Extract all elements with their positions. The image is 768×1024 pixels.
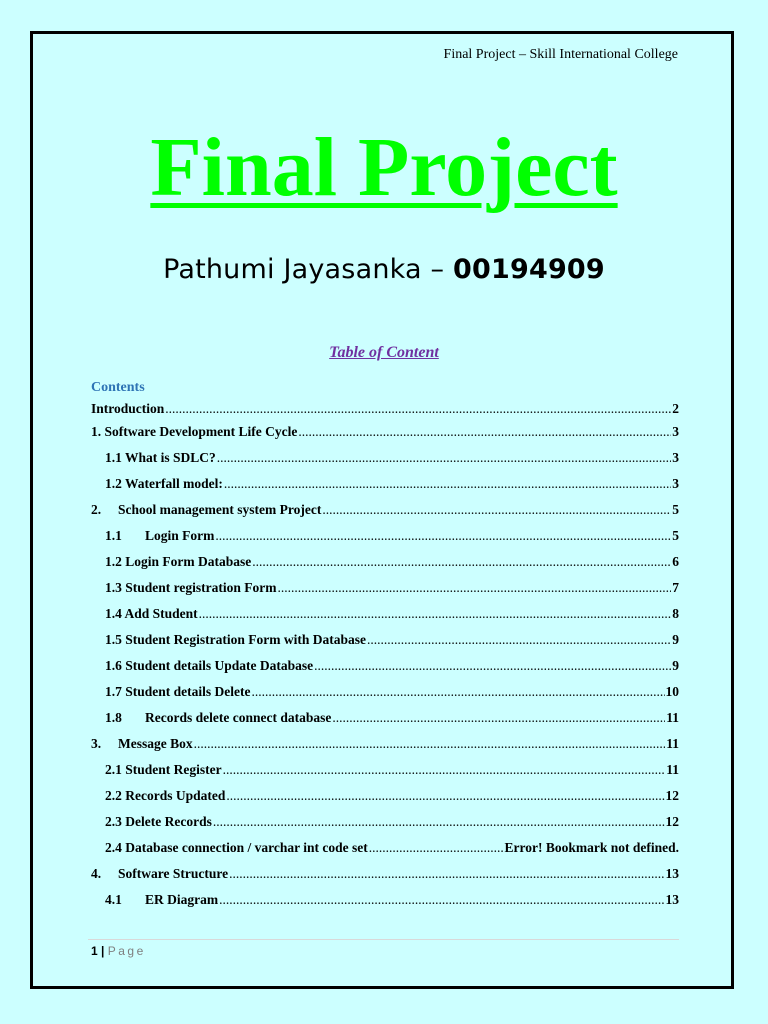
student-id: 00194909 (453, 254, 605, 285)
page-number: 1 (91, 944, 98, 958)
toc-entry-page: 8 (672, 606, 679, 621)
toc-entry-label: Introduction (91, 401, 165, 416)
toc-entry[interactable] (91, 683, 679, 709)
toc-entry[interactable] (91, 657, 679, 683)
toc-entry-page: 12 (665, 814, 679, 829)
author-name: Pathumi Jayasanka – (163, 254, 454, 285)
toc-entry-number: 1.8 (105, 710, 122, 725)
toc-entry-label: Message Box (118, 736, 193, 751)
toc-heading: Table of Content (329, 344, 439, 361)
toc-entry-label: Records delete connect database (145, 710, 332, 725)
page-footer (91, 944, 146, 958)
toc-entry[interactable] (91, 787, 679, 813)
toc-entry-page: 3 (672, 424, 679, 439)
page-word: Page (107, 944, 146, 958)
toc-entry[interactable] (91, 605, 679, 631)
toc-entry-number: 2. (91, 502, 102, 517)
toc-entry-label: 1.3 Student registration Form (105, 580, 277, 595)
author-line (0, 254, 768, 285)
table-of-contents (91, 400, 679, 917)
toc-entry-label: Software Structure (118, 866, 229, 881)
toc-entry-number: 4.1 (105, 892, 122, 907)
toc-entry-page: 10 (665, 684, 679, 699)
toc-entry[interactable] (91, 631, 679, 657)
footer-separator: | (97, 944, 108, 958)
toc-entry[interactable] (91, 527, 679, 553)
toc-entry[interactable] (91, 865, 679, 891)
toc-entry-number: 3. (91, 736, 102, 751)
toc-entry[interactable] (91, 579, 679, 605)
toc-entry-label: 2.4 Database connection / varchar int code set (105, 840, 368, 855)
toc-entry-label: 1.2 Login Form Database (105, 554, 252, 569)
toc-entry[interactable] (91, 423, 679, 449)
toc-entry-label: ER Diagram (145, 892, 219, 907)
toc-entry-page: 13 (665, 866, 679, 881)
toc-entry-label: 2.2 Records Updated (105, 788, 226, 803)
toc-entry[interactable] (91, 891, 679, 917)
toc-entry-label: 1.2 Waterfall model: (105, 476, 223, 491)
toc-entry-page: 12 (665, 788, 679, 803)
toc-entry-page: 13 (665, 892, 679, 907)
toc-entry-label: School management system Project (118, 502, 322, 517)
toc-entry[interactable] (91, 501, 679, 527)
toc-entry-page: 6 (672, 554, 679, 569)
toc-entry[interactable] (91, 449, 679, 475)
toc-entry-page: 5 (672, 502, 679, 517)
toc-entry[interactable] (91, 400, 679, 423)
toc-entry[interactable] (91, 553, 679, 579)
toc-entry-page: 5 (672, 528, 679, 543)
toc-entry-label: Login Form (145, 528, 215, 543)
footer-divider (88, 939, 679, 940)
toc-entry-label: 1.1 What is SDLC? (105, 450, 216, 465)
toc-entry-page: 11 (666, 762, 679, 777)
toc-entry[interactable] (91, 735, 679, 761)
toc-entry-page: 11 (666, 710, 679, 725)
toc-entry[interactable] (91, 475, 679, 501)
toc-entry[interactable] (91, 813, 679, 839)
toc-entry-page: 3 (672, 476, 679, 491)
toc-entry[interactable] (91, 839, 679, 865)
toc-entry[interactable] (91, 761, 679, 787)
toc-entry-page: 3 (672, 450, 679, 465)
toc-entry-number: 1.1 (105, 528, 122, 543)
toc-entry-page: 7 (672, 580, 679, 595)
contents-label: Contents (91, 380, 145, 395)
toc-entry-page: Error! Bookmark not defined. (504, 840, 679, 855)
toc-entry-page: 11 (666, 736, 679, 751)
toc-entry-label: 1.6 Student details Update Database (105, 658, 314, 673)
toc-entry-number: 4. (91, 866, 102, 881)
toc-entry[interactable] (91, 709, 679, 735)
toc-entry-label: 1.7 Student details Delete (105, 684, 251, 699)
toc-entry-page: 9 (672, 658, 679, 673)
toc-entry-page: 9 (672, 632, 679, 647)
running-header: Final Project – Skill International College (443, 47, 678, 62)
document-title: Final Project (150, 121, 618, 214)
toc-entry-page: 2 (672, 401, 679, 416)
toc-entry-label: 2.3 Delete Records (105, 814, 212, 829)
toc-entry-label: 2.1 Student Register (105, 762, 222, 777)
toc-entry-label: 1.4 Add Student (105, 606, 198, 621)
toc-entry-label: 1. Software Development Life Cycle (91, 424, 298, 439)
toc-entry-label: 1.5 Student Registration Form with Database (105, 632, 366, 647)
